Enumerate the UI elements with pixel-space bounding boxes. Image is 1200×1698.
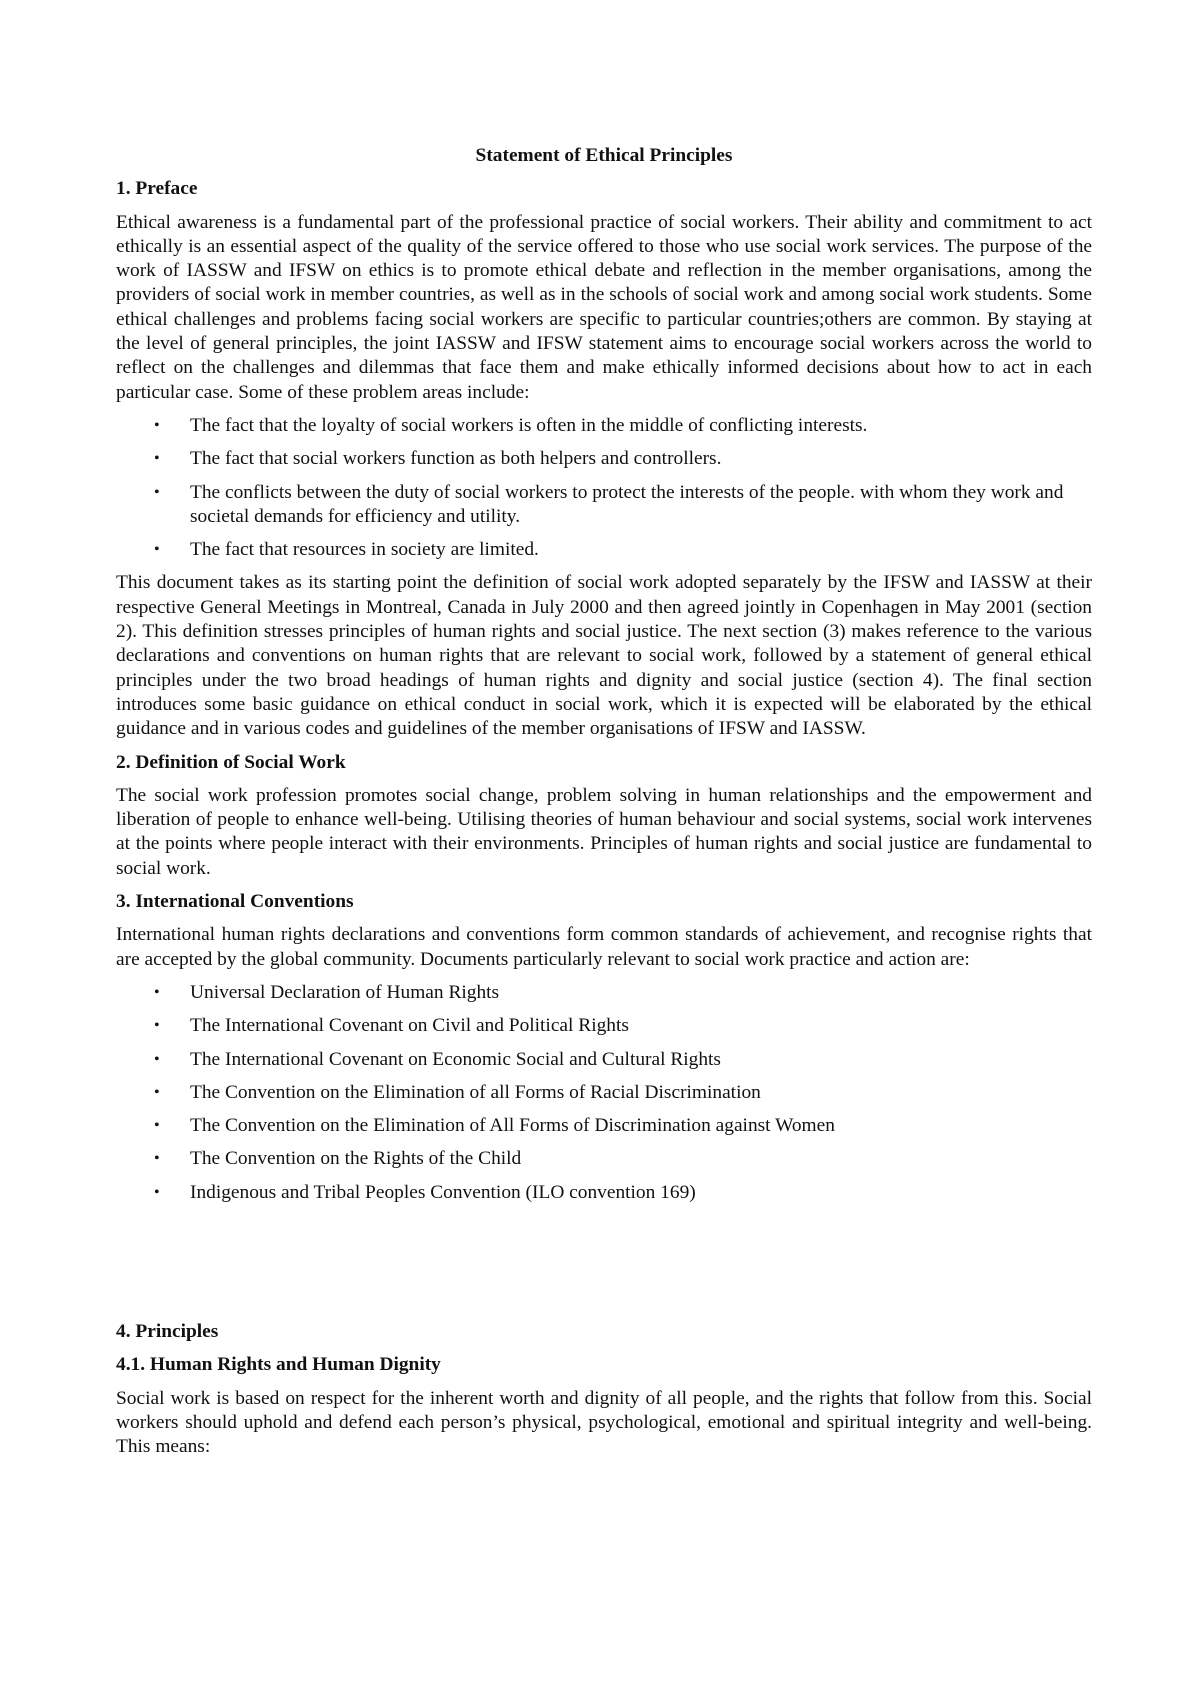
bullet-icon: •: [154, 1150, 160, 1168]
bullet-icon: •: [154, 1017, 160, 1035]
section-heading-definition: 2. Definition of Social Work: [116, 751, 346, 773]
bullet-icon: •: [154, 1050, 160, 1068]
list-item: [116, 1014, 1092, 1038]
list-item-text: The International Covenant on Economic Social and Cultural Rights: [190, 1048, 721, 1070]
preface-paragraph-1: Ethical awareness is a fundamental part of the professional practice of social workers. Their ability and commitment to act ethically is an essential aspect of the quality of the service offered to those who use social work services. The purpose of the work of IASSW and IFSW on ethics is to promote ethical debate and reflection in the member organisations, among the providers of social work in member countries, as well as in the schools of social work and among social work students. Some ethical challenges and problems facing social workers are specific to particular countries;others are common. By staying at the level of general principles, the joint IASSW and IFSW statement aims to encourage social workers across the world to reflect on the challenges and dilemmas that face them and make ethically informed decisions about how to act in each particular case. Some of these problem areas include:: [116, 211, 1092, 403]
section-heading-principles: 4. Principles: [116, 1320, 219, 1342]
list-item-text: Indigenous and Tribal Peoples Convention (ILO convention 169): [190, 1181, 696, 1203]
list-item: [116, 1048, 1092, 1072]
list-item-text: The conflicts between the duty of social workers to protect the interests of the people. with whom they work and societal demands for efficiency and utility.: [190, 481, 1064, 527]
list-item-text: The Convention on the Rights of the Child: [190, 1148, 522, 1170]
list-item: [116, 1114, 1092, 1138]
bullet-icon: •: [154, 1117, 160, 1135]
conventions-list: [116, 981, 1092, 1205]
list-item: [116, 1181, 1092, 1205]
bullet-icon: •: [154, 541, 160, 559]
list-item: [116, 414, 1092, 438]
bullet-icon: •: [154, 450, 160, 468]
section-heading-preface: 1. Preface: [116, 178, 198, 200]
list-item-text: The fact that resources in society are limited.: [190, 539, 539, 561]
list-item: [116, 538, 1092, 562]
bullet-icon: •: [154, 483, 160, 501]
list-item: [116, 981, 1092, 1005]
subsection-heading-human-rights: 4.1. Human Rights and Human Dignity: [116, 1354, 441, 1376]
list-item: [116, 481, 1092, 530]
list-item-text: The Convention on the Elimination of all Forms of Racial Discrimination: [190, 1081, 761, 1103]
list-item-text: The fact that social workers function as both helpers and controllers.: [190, 448, 722, 470]
list-item-text: The fact that the loyalty of social workers is often in the middle of conflicting interests.: [190, 414, 868, 436]
list-item-text: The International Covenant on Civil and Political Rights: [190, 1015, 629, 1037]
bullet-icon: •: [154, 1183, 160, 1201]
list-item: [116, 1081, 1092, 1105]
blank-space: [116, 1214, 1092, 1320]
section-heading-conventions: 3. International Conventions: [116, 891, 354, 913]
preface-paragraph-2: This document takes as its starting point the definition of social work adopted separately by the IFSW and IASSW at their respective General Meetings in Montreal, Canada in July 2000 and then agreed jointly in Copenhagen in May 2001 (section 2). This definition stresses principles of human rights and social justice. The next section (3) makes reference to the various declarations and conventions on human rights that are relevant to social work, followed by a statement of general ethical principles under the two broad headings of human rights and dignity and social justice (section 4). The final section introduces some basic guidance on ethical conduct in social work, which it is expected will be elaborated by the ethical guidance and in various codes and guidelines of the member organisations of IFSW and IASSW.: [116, 572, 1092, 740]
preface-problem-list: [116, 414, 1092, 562]
definition-paragraph: The social work profession promotes social change, problem solving in human relationships and the empowerment and liberation of people to enhance well-being. Utilising theories of human behaviour and social systems, social work intervenes at the points where people interact with their environments. Principles of human rights and social justice are fundamental to social work.: [116, 784, 1092, 879]
list-item-text: The Convention on the Elimination of All Forms of Discrimination against Women: [190, 1115, 835, 1137]
bullet-icon: •: [154, 1083, 160, 1101]
conventions-paragraph: International human rights declarations and conventions form common standards of achievement, and recognise rights that are accepted by the global community. Documents particularly relevant to social work practice and action are:: [116, 924, 1092, 970]
human-rights-paragraph: Social work is based on respect for the inherent worth and dignity of all people, and the rights that follow from this. Social workers should uphold and defend each person’s physical, psychological, emotional and spiritual integrity and well-being. This means:: [116, 1387, 1092, 1458]
document-page: [116, 144, 1092, 1468]
list-item: [116, 1147, 1092, 1171]
document-title: Statement of Ethical Principles: [475, 145, 733, 166]
list-item: [116, 447, 1092, 471]
bullet-icon: •: [154, 983, 160, 1001]
bullet-icon: •: [154, 416, 160, 434]
list-item-text: Universal Declaration of Human Rights: [190, 981, 500, 1003]
